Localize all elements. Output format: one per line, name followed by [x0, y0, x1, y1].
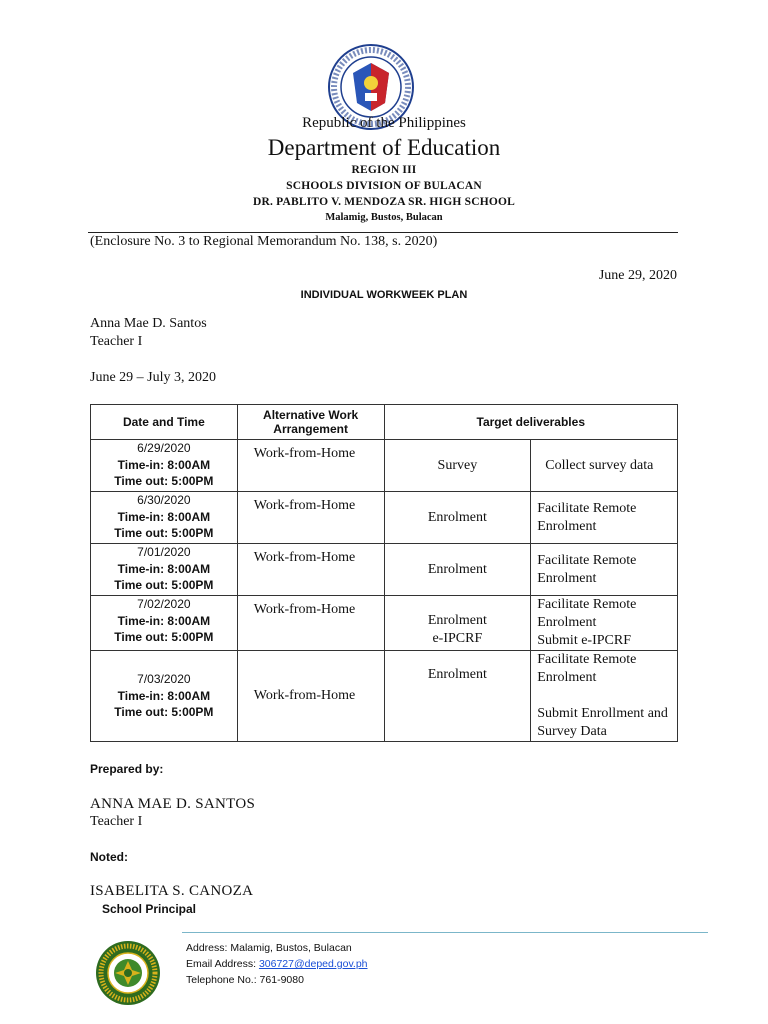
time-out: Time out: 5:00PM: [114, 705, 214, 720]
republic-heading: Republic of the Philippines: [302, 115, 466, 131]
output-cell: Collect survey data: [531, 440, 678, 492]
header-date-time: Date and Time: [91, 405, 238, 440]
date-time-cell: [91, 440, 238, 492]
target-cell: Enrolment: [384, 544, 531, 596]
table-header-row: [91, 405, 678, 440]
output-cell: Facilitate Remote Enrolment: [531, 544, 678, 596]
output-cell: Facilitate Remote Enrolment: [531, 492, 678, 544]
footer-divider: [182, 932, 708, 933]
target-cell: Enrolment: [384, 651, 531, 742]
header-divider: [88, 232, 678, 233]
date-value: 7/03/2020: [137, 672, 191, 687]
output-cell: [531, 651, 678, 742]
preparer-position: Teacher I: [90, 814, 143, 829]
employee-position: Teacher I: [90, 334, 143, 349]
school-seal-logo: [95, 940, 161, 1006]
table-row: [91, 492, 678, 544]
table-row: [91, 440, 678, 492]
table-row: [91, 596, 678, 651]
output-primary: Facilitate Remote Enrolment: [537, 597, 637, 630]
noter-position: School Principal: [102, 902, 197, 916]
target-cell: [384, 596, 531, 651]
document-title: INDIVIDUAL WORKWEEK PLAN: [300, 289, 468, 301]
school-location: Malamig, Bustos, Bulacan: [325, 212, 443, 223]
header-deliverables: Target deliverables: [384, 405, 678, 440]
footer-telephone: Telephone No.: 761-9080: [186, 974, 304, 986]
date-time-cell: [91, 544, 238, 596]
time-in: Time-in: 8:00AM: [117, 688, 211, 703]
time-in: Time-in: 8:00AM: [117, 561, 211, 576]
time-in: Time-in: 8:00AM: [117, 457, 211, 472]
footer-email-line: [186, 958, 368, 970]
noter-name: ISABELITA S. CANOZA: [90, 883, 254, 899]
time-out: Time out: 5:00PM: [114, 578, 214, 592]
header-arrangement: Alternative Work Arrangement: [237, 405, 384, 440]
preparer-name: ANNA MAE D. SANTOS: [90, 796, 256, 812]
target-primary: Enrolment: [427, 613, 487, 628]
target-cell: Enrolment: [384, 492, 531, 544]
arrangement-cell: Work-from-Home: [237, 651, 384, 742]
time-out: Time out: 5:00PM: [114, 630, 214, 644]
arrangement-cell: Work-from-Home: [237, 492, 384, 544]
date-value: 7/01/2020: [137, 545, 191, 559]
arrangement-cell: Work-from-Home: [237, 544, 384, 596]
footer-email-label: Email Address:: [186, 958, 259, 970]
document-date: June 29, 2020: [598, 268, 677, 283]
footer-email-link[interactable]: 306727@deped.gov.ph: [258, 958, 368, 970]
time-in: Time-in: 8:00AM: [117, 613, 211, 628]
division-heading: SCHOOLS DIVISION OF BULACAN: [286, 180, 482, 192]
date-value: 6/30/2020: [137, 493, 191, 507]
department-heading: Department of Education: [267, 135, 501, 160]
arrangement-cell: Work-from-Home: [237, 596, 384, 651]
plan-period: June 29 – July 3, 2020: [90, 370, 216, 385]
table-row: [91, 544, 678, 596]
output-secondary: Submit e-IPCRF: [537, 633, 631, 648]
target-cell: Survey: [384, 440, 531, 492]
enclosure-note: (Enclosure No. 3 to Regional Memorandum No. 138, s. 2020): [90, 234, 438, 249]
employee-name: Anna Mae D. Santos: [90, 316, 207, 331]
time-in: Time-in: 8:00AM: [117, 509, 211, 524]
output-primary: Facilitate Remote Enrolment: [537, 652, 637, 685]
output-cell: [531, 596, 678, 651]
arrangement-cell: Work-from-Home: [237, 440, 384, 492]
workweek-table: [90, 404, 678, 742]
date-time-cell: [91, 651, 238, 742]
output-secondary: Submit Enrollment and Survey Data: [537, 706, 668, 739]
region-heading: REGION III: [351, 164, 417, 176]
date-time-cell: [91, 596, 238, 651]
noted-label: Noted:: [90, 850, 128, 864]
time-out: Time out: 5:00PM: [114, 474, 214, 488]
date-time-cell: [91, 492, 238, 544]
time-out: Time out: 5:00PM: [114, 526, 214, 540]
target-secondary: e-IPCRF: [432, 631, 483, 646]
footer-address: Address: Malamig, Bustos, Bulacan: [186, 942, 352, 954]
date-value: 6/29/2020: [137, 441, 191, 455]
school-heading: DR. PABLITO V. MENDOZA SR. HIGH SCHOOL: [252, 196, 516, 208]
prepared-by-label: Prepared by:: [90, 762, 164, 776]
date-value: 7/02/2020: [137, 597, 191, 611]
table-row: [91, 651, 678, 742]
